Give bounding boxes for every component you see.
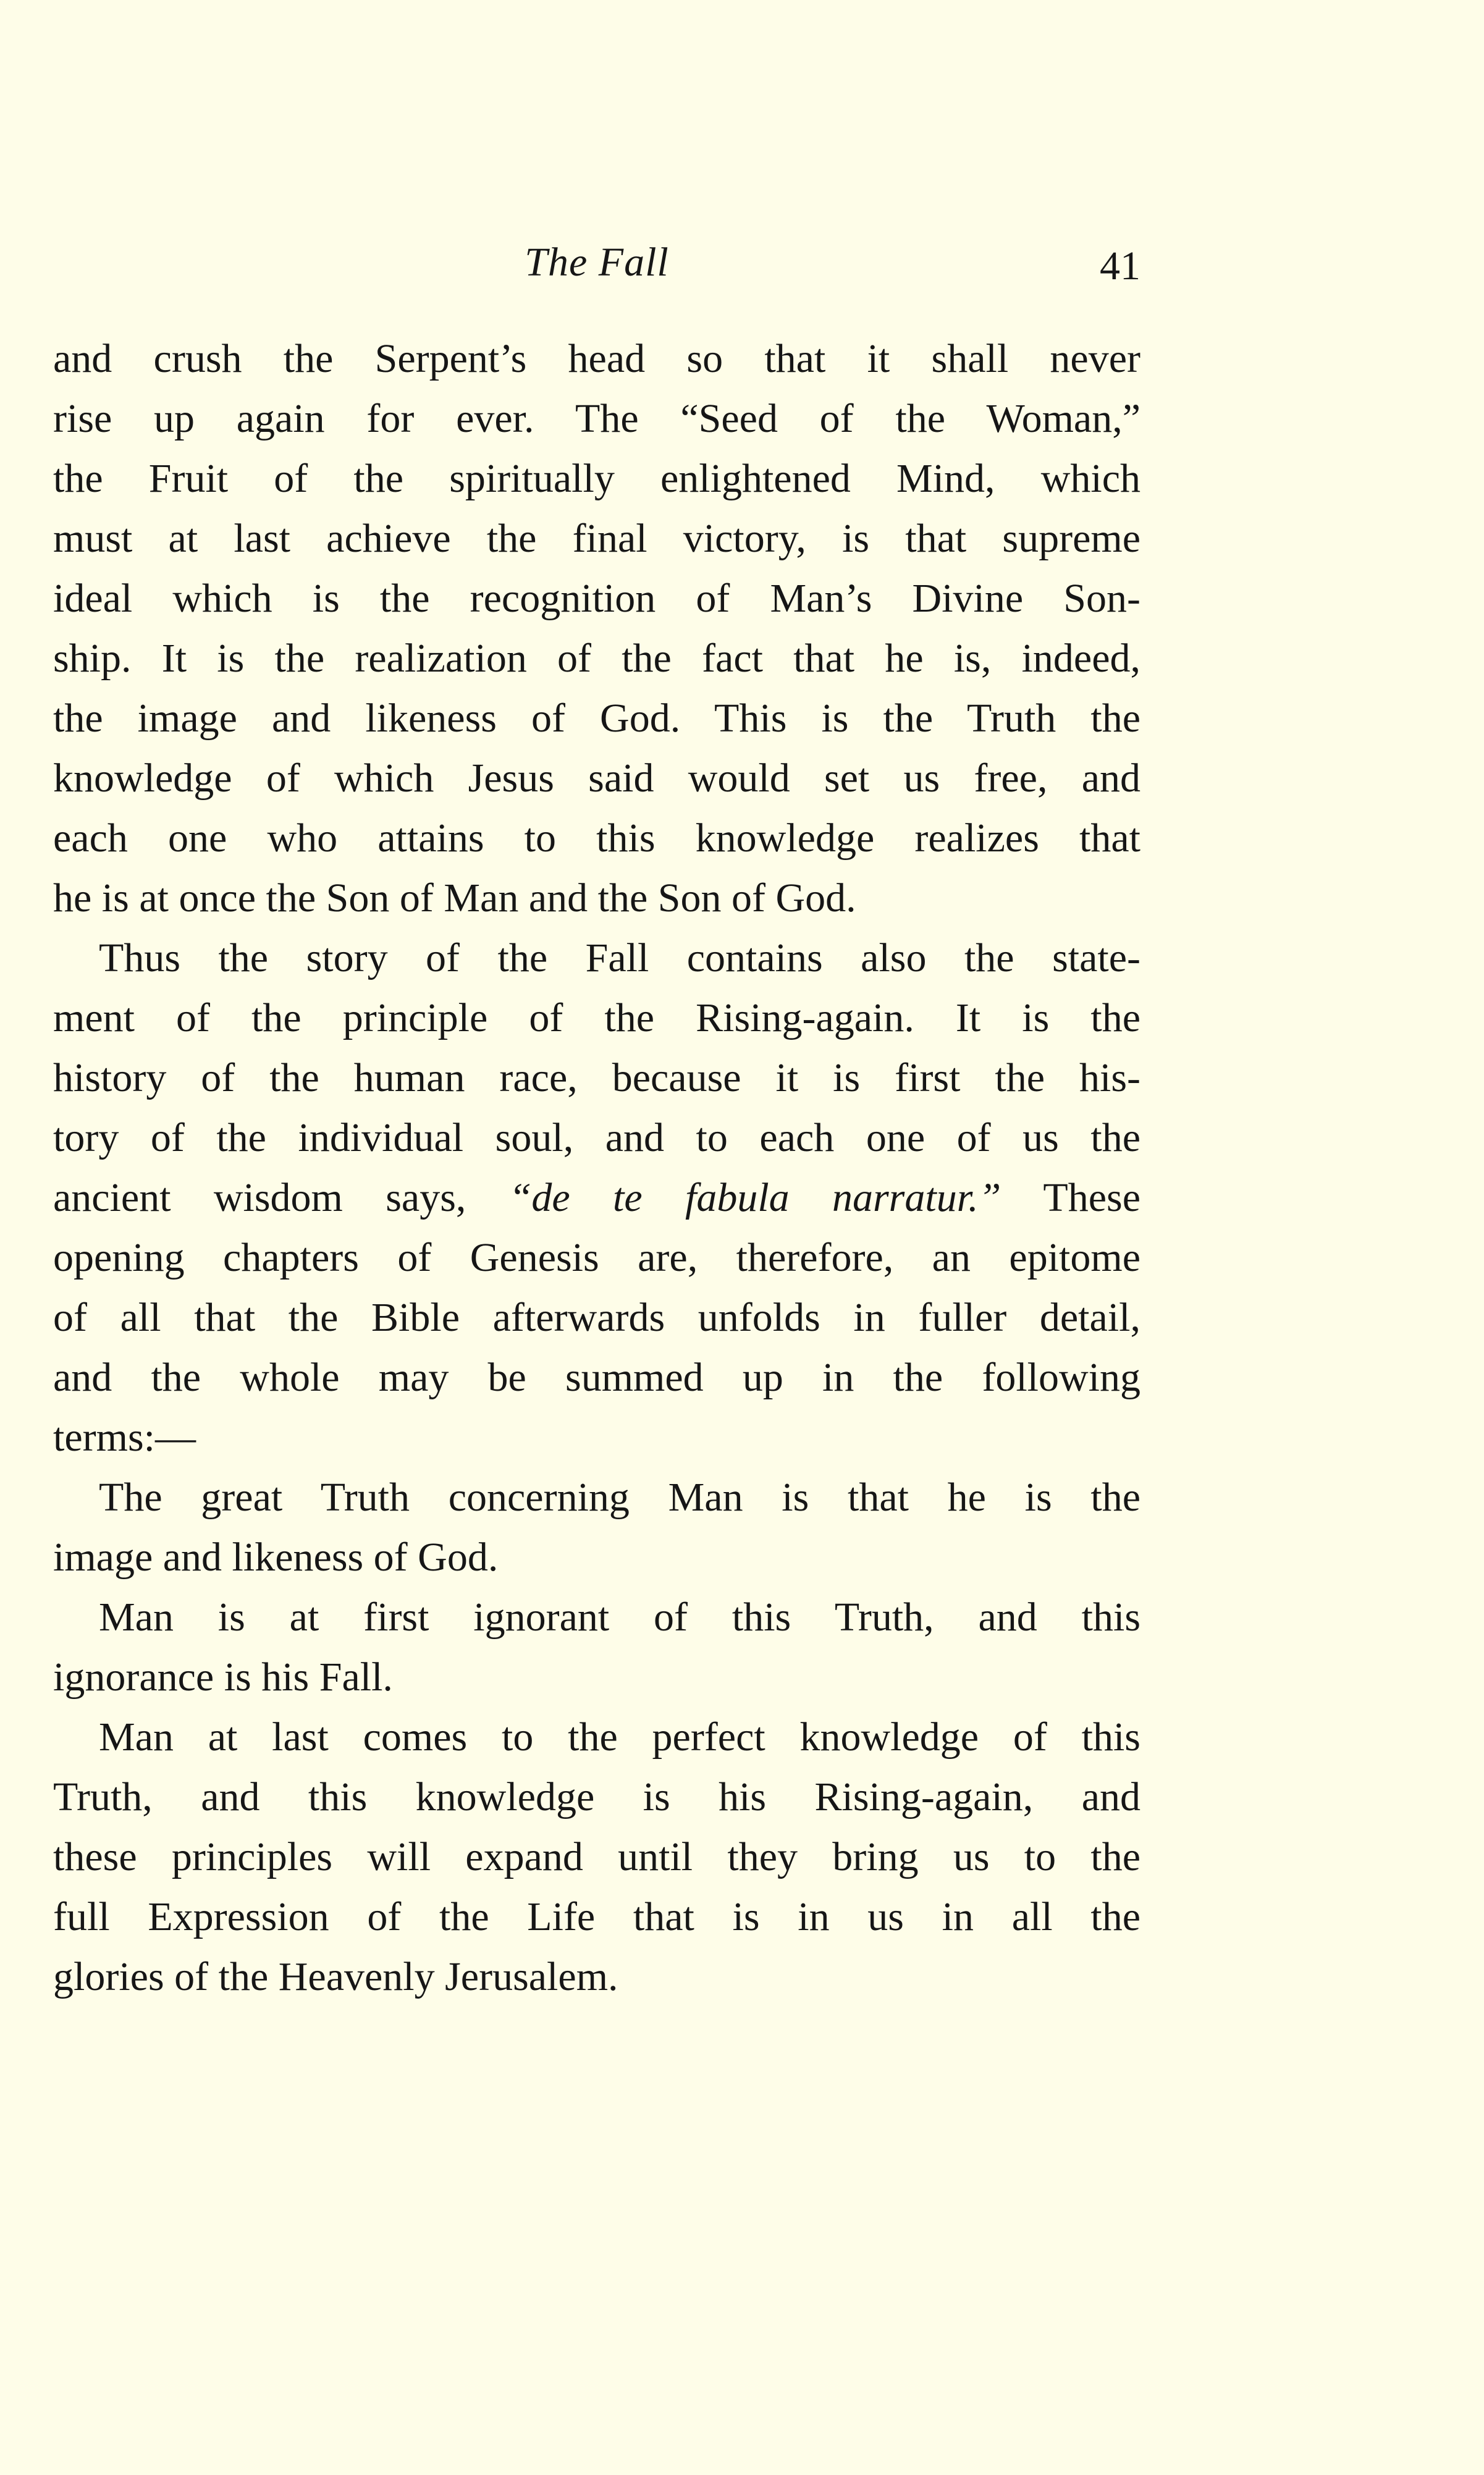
paragraph-1 (53, 329, 1140, 928)
paragraph-2 (53, 928, 1140, 1467)
paragraph-3 (53, 1467, 1140, 1587)
text-line: The great Truth concerning Man is that he is the (99, 1475, 1140, 1520)
paragraph-4 (53, 1587, 1140, 1707)
text-line: these principles will expand until they bring us to the (53, 1834, 1140, 1879)
text-line: tory of the individual soul, and to each one of us the (53, 1115, 1140, 1160)
text-line: the image and likeness of God. This is the Truth the (53, 696, 1140, 741)
text-line: image and likeness of God. (53, 1535, 499, 1580)
text-line: the Fruit of the spiritually enlightened Mind, which (53, 456, 1140, 501)
text-fragment: ancient wisdom says, (53, 1175, 466, 1220)
text-line: each one who attains to this knowledge realizes that (53, 816, 1140, 861)
paragraph-5 (53, 1707, 1140, 2007)
latin-quotation: “de te fabula narratur.” (508, 1175, 1001, 1220)
text-fragment: These (1043, 1175, 1141, 1220)
text-line: ideal which is the recognition of Man’s Divine Son- (53, 576, 1140, 621)
text-line: opening chapters of Genesis are, therefore, an epitome (53, 1235, 1140, 1280)
text-line: must at last achieve the final victory, is that supreme (53, 516, 1140, 561)
text-line: ship. It is the realization of the fact that he is, indeed, (53, 636, 1140, 681)
text-line: glories of the Heavenly Jerusalem. (53, 1954, 618, 1999)
text-line: Man is at first ignorant of this Truth, and this (99, 1595, 1140, 1640)
text-line: Truth, and this knowledge is his Rising-again, and (53, 1774, 1140, 1819)
text-line-with-quote (53, 1168, 1140, 1228)
running-head (53, 235, 1140, 290)
text-line: he is at once the Son of Man and the Son of God. (53, 875, 856, 921)
text-line: Man at last comes to the perfect knowledge of this (99, 1714, 1140, 1760)
text-line: full Expression of the Life that is in us in all the (53, 1894, 1140, 1939)
body-text (53, 329, 1140, 2007)
text-line: knowledge of which Jesus said would set us free, and (53, 756, 1140, 801)
text-line: history of the human race, because it is first the his- (53, 1055, 1140, 1100)
page-number: 41 (1100, 243, 1140, 289)
text-line: and the whole may be summed up in the following (53, 1355, 1140, 1400)
text-line: ignorance is his Fall. (53, 1655, 393, 1700)
running-title: The Fall (525, 240, 669, 285)
text-line: rise up again for ever. The “Seed of the Woman,” (53, 396, 1140, 441)
text-line: ment of the principle of the Rising-again. It is the (53, 995, 1140, 1040)
text-line: of all that the Bible afterwards unfolds in fuller detail, (53, 1295, 1140, 1340)
text-line: Thus the story of the Fall contains also the state- (99, 935, 1140, 980)
text-line: terms:— (53, 1415, 196, 1460)
text-line: and crush the Serpent’s head so that it shall never (53, 336, 1140, 381)
